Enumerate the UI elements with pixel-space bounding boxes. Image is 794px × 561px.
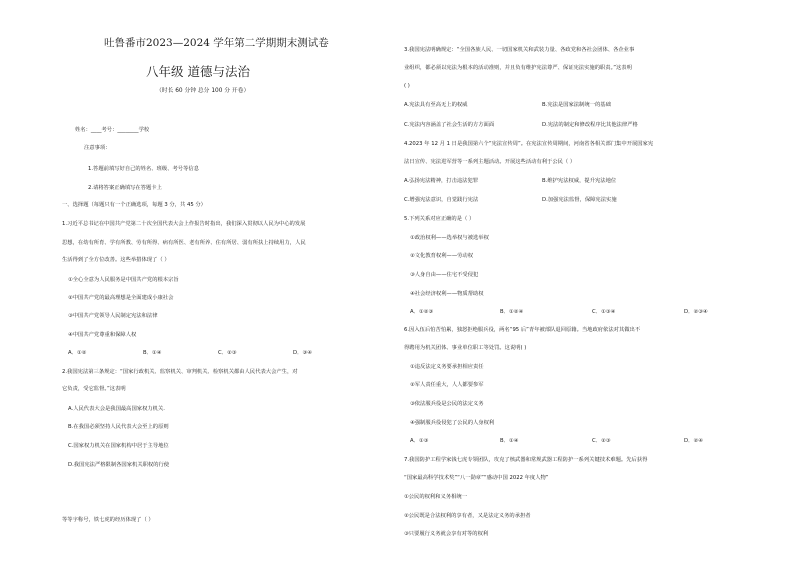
exam-subtitle: 八年级 道德与法治 <box>146 64 250 79</box>
question-7-stem: 7.我国防护工程学家钱七虎专领团队，攻克了核武器和常规武器工程防护一系列关键技术难题。先后获得 <box>404 457 648 463</box>
question-1-choice: A．①② <box>68 350 87 356</box>
name-line: 姓名：____考号：________学校 <box>75 127 150 133</box>
question-1-option: ①全心全意为人民服务是中国共产党的根本宗旨 <box>68 277 179 283</box>
question-5-choice: C．①③④ <box>592 309 616 315</box>
question-2-option: B.在我国必须坚持人民代表大会至上的原则 <box>68 424 169 430</box>
question-1-choice: D．③④ <box>293 350 312 356</box>
question-1-choice: B．①④ <box>143 350 162 356</box>
question-2-option: A.人民代表大会是我国最高国家权力机关. <box>68 406 165 412</box>
question-7-stem: “国家最高科学技术奖”“八一勋章”“感动中国 2022 年度人物” <box>404 475 549 481</box>
question-5-option: ④社会经济权利——物质帮助权 <box>410 291 484 297</box>
question-7-option: ③只要履行义务就会享有对等的权利 <box>404 531 489 537</box>
question-5-option: ②文化教育权利——劳动权 <box>410 253 474 259</box>
question-2-option: D.我国宪法严格限制各国家机关职权的行使 <box>68 462 170 468</box>
question-3-stem: ( ) <box>404 83 410 89</box>
question-1-option: ④中国共产党尊重和保障人权 <box>68 332 137 338</box>
exam-title: 吐鲁番市2023—2024 学年第二学期期末测试卷 <box>104 37 329 49</box>
question-5-choice: D．②③④ <box>684 309 708 315</box>
question-4-option: A.弘扬宪法精神，打击违法犯罪 <box>404 178 479 184</box>
question-3-stem: 3.我国宪法明确规定：“全国各族人民、一切国家机关和武装力量、各政党和各社会团体、各企业事 <box>404 47 635 53</box>
question-3-option: B.宪法是国家法制统一的基础 <box>542 102 611 108</box>
question-6-option: ③依法服兵役是公民的法定义务 <box>410 401 484 407</box>
note-item: 1.答题前填写好自己的姓名、班级、考号等信息 <box>88 166 199 172</box>
question-6-choice: A．①③ <box>410 438 429 444</box>
question-2-stem: 2.我国宪法第三条规定：“国家行政机关、监察机关、审判机关、检察机关都由人民代表大会产生，对 <box>62 369 298 375</box>
question-4-option: C.增强宪法意识，自觉践行宪法 <box>404 197 479 203</box>
section-heading: 一、选择题（每题只有一个正确选项，每题 3 分，共 45 分） <box>62 202 206 208</box>
question-3-option: C.宪法内容涵盖了社会生活的方方面面 <box>404 122 495 128</box>
left-column <box>18 0 393 561</box>
question-1-stem: 生活得到了全方位改善。这些举措体现了（ ） <box>62 257 170 263</box>
question-2-option: C.国家权力机关在国家机构中居于主导地位 <box>68 443 169 449</box>
question-3-option: D.宪法的制定和修改程序比其他法律严格 <box>542 122 638 128</box>
note-item: 2.请将答案正确填写在答题卡上 <box>88 185 162 191</box>
question-6-option: ④强制服兵役侵犯了公民的人身权利 <box>410 420 495 426</box>
question-7-option: ②公民既是合法权利的享有者，又是法定义务的承担者 <box>404 513 531 519</box>
question-7-option: ①公民的权利和义务相统一 <box>404 494 468 500</box>
question-1-option: ②中国共产党的最高理想是全面建成小康社会 <box>68 295 174 301</box>
question-1-stem: 思想，在幼有所育、学有所教、劳有所得、病有所医、老有所养、住有所居、弱有所扶上持续用力，人民 <box>62 240 306 246</box>
question-4-option: D.加强宪法监督，保障宪法实施 <box>542 197 617 203</box>
question-6-choice: B．①④ <box>500 438 519 444</box>
question-6-choice: D．②④ <box>684 438 703 444</box>
question-5-choice: A．①②③ <box>410 309 434 315</box>
question-6-choice: C．②③ <box>592 438 611 444</box>
exam-info: （时长 60 分钟 总分 100 分 开卷） <box>156 88 250 94</box>
question-5-stem: 5.下列关系对应正确的是（ ） <box>404 216 475 222</box>
question-1-option: ③中国共产党领导人民制定宪法和法律 <box>68 313 158 319</box>
question-2-stem: 它负责，受它监督。”这表明 <box>62 386 126 392</box>
question-5-option: ③人身自由——住宅不受侵犯 <box>410 272 479 278</box>
question-4-stem: 法日宣传、宪法进军营等一系列主题活动。开展这些活动有利于公民（ ） <box>404 159 576 165</box>
notes-title: 注意事项： <box>84 145 111 151</box>
question-5-option: ①政治权利——选举权与被选举权 <box>410 235 489 241</box>
question-6-stem: 6.因入伍后怕苦怕累，独怒拒绝服兵役，两名“95 后”青年被部队退回原籍。当地政府依法对其做出不 <box>404 327 641 333</box>
question-6-stem: 得聘用为机关团体、事业单位职工等处罚。这说明( ) <box>404 345 527 351</box>
question-5-choice: B．①②④ <box>500 309 524 315</box>
question-1-stem: 1.习近平总书记在中国共产党第二十次全国代表大会上作报告时指出，我们深入贯彻以人民为中心的发展 <box>62 221 306 227</box>
right-column <box>404 0 779 561</box>
question-3-option: A.宪法具有至高无上的权威 <box>404 102 468 108</box>
question-3-stem: 业组织，都必须以宪法为根本的活动准则，并且负有维护宪法尊严、保证宪法实施的职责。”这表明 <box>404 65 632 71</box>
question-4-option: B.维护宪法权威，提升宪法地位 <box>542 178 617 184</box>
question-3-fragment: 等等字称号，铁七虎的经历体现了（ ） <box>62 517 154 523</box>
question-1-choice: C．②③ <box>218 350 237 356</box>
question-6-option: ①违反法定义务要承担相应责任 <box>410 364 484 370</box>
question-4-stem: 4.2023 年 12 月 1 日是我国第六个“宪法宣传周”。在宪法宣传周期间，河南省各相关部门集中开展国家宪 <box>404 141 654 147</box>
question-6-option: ②军人责任重大，人人都要参军 <box>410 382 484 388</box>
